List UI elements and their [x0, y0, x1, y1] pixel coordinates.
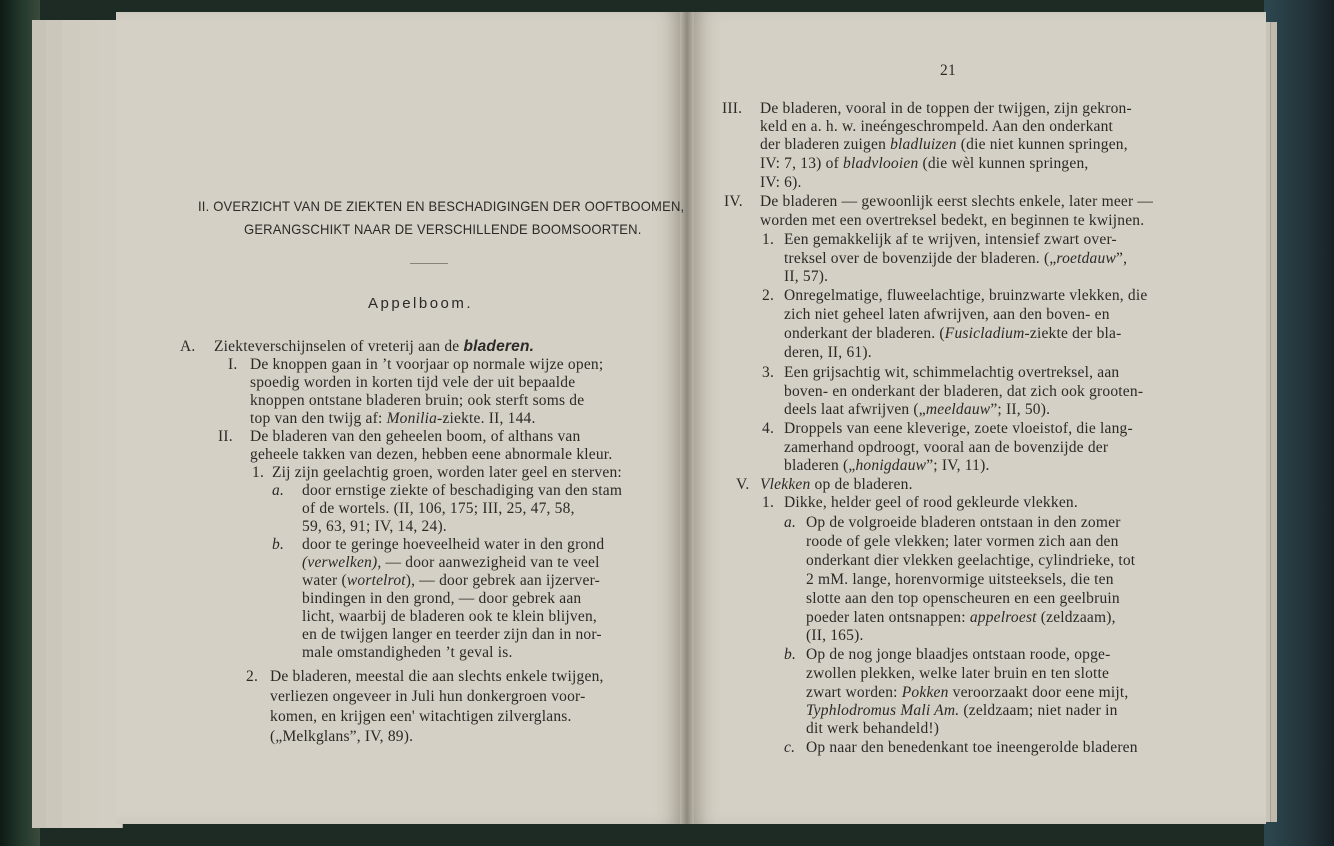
- text: veroorzaakt door eene mijt,: [948, 684, 1129, 701]
- item-III-line: keld en a. h. w. ineéngeschrompeld. Aan den onderkant: [760, 118, 1114, 135]
- item-r3-line: [784, 401, 1050, 419]
- item-label-r2: 2.: [762, 287, 775, 304]
- item-b-line: door te geringe hoeveelheid water in den grond: [302, 536, 605, 553]
- item-va-line: slotte aan den top openscheuren en een geelbruin: [806, 590, 1120, 607]
- text: (die wèl kunnen springen,: [918, 155, 1089, 172]
- item-vb-line: dit werk behandeld!): [806, 720, 940, 737]
- item-II-line: De bladeren van den geheelen boom, of althans van: [250, 428, 581, 445]
- item-III-line: IV: 6).: [760, 174, 802, 191]
- item-vb-line: zwollen plekken, welke later bruin en ten slotte: [806, 665, 1110, 682]
- item-a-line: door ernstige ziekte of beschadiging van den stam: [302, 482, 623, 499]
- item-III-line: [760, 136, 1128, 154]
- text: (zeldzaam; niet nader in: [959, 702, 1118, 719]
- item-label-b: [272, 536, 284, 554]
- italic-term: bladluizen: [890, 136, 957, 153]
- text: , — door aanwezigheid van te veel: [377, 554, 600, 571]
- chapter-heading-line2: GERANGSCHIKT NAAR DE VERSCHILLENDE BOOMSOORTEN.: [244, 221, 642, 237]
- item-r4-line: Droppels van eene kleverige, zoete vloeistof, die lang-: [784, 420, 1133, 437]
- item-r2-line: Onregelmatige, fluweelachtige, bruinzwarte vlekken, die: [784, 287, 1148, 304]
- item-b-line: [302, 554, 600, 572]
- italic-term: Pokken: [901, 684, 949, 701]
- item-r1-line: II, 57).: [784, 268, 829, 285]
- text: bladeren („: [784, 457, 856, 474]
- item-III-line: De bladeren, vooral in de toppen der twijgen, zijn gekron-: [760, 100, 1132, 117]
- item-IV-line: worden met een overtreksel bedekt, en beginnen te kwijnen.: [760, 212, 1145, 229]
- item-b-line: bindingen in den grond, — door gebrek aan: [302, 590, 582, 607]
- item-a-line: of de wortels. (II, 106, 175; III, 25, 47, 58,: [302, 500, 575, 517]
- item-label-I: I.: [228, 356, 238, 373]
- item-label-II: II.: [218, 428, 233, 445]
- text: zwart worden:: [806, 684, 902, 701]
- text: (die niet kunnen springen,: [956, 136, 1128, 153]
- item-va-line: 2 mM. lange, horenvormige uitsteeksels, die ten: [806, 571, 1114, 588]
- item-va-line: (II, 165).: [806, 627, 864, 644]
- item-a-line: 59, 63, 91; IV, 14, 24).: [302, 518, 447, 535]
- item-V-text: [760, 476, 913, 494]
- item-r4-line: [784, 457, 990, 475]
- item-I-line: De knoppen gaan in ’t voorjaar op normale wijze open;: [250, 356, 604, 373]
- page-stack-edge: [1270, 22, 1277, 822]
- item-I-line: knoppen ontstane bladeren bruin; ook sterft soms de: [250, 392, 585, 409]
- item-label-vb: [784, 646, 796, 664]
- item-I-last-line: [250, 410, 536, 428]
- section-title: Appelboom.: [368, 295, 474, 312]
- item-1-text: Zij zijn geelachtig groen, worden later geel en sterven:: [272, 464, 622, 481]
- item-label-vc: [784, 739, 795, 757]
- item-vb-line: [806, 702, 1118, 720]
- italic-term: honigdauw: [855, 457, 927, 474]
- item-IV-line: De bladeren — gewoonlijk eerst slechts enkele, later meer —: [760, 193, 1154, 210]
- item-r1-line: [784, 250, 1127, 268]
- italic-term: Typhlodromus Mali Am.: [806, 702, 960, 719]
- text: (zeldzaam),: [1036, 609, 1116, 626]
- item-label-a: [272, 482, 284, 500]
- text: treksel over de bovenzijde der bladeren. („: [784, 250, 1057, 267]
- text: top van den twijg af:: [250, 410, 387, 427]
- item-label-v1: 1.: [762, 494, 775, 511]
- item-r1-line: Een gemakkelijk af te wrijven, intensief zwart over-: [784, 231, 1117, 248]
- item-2-line: De bladeren, meestal die aan slechts enkele twijgen,: [270, 668, 604, 685]
- divider-rule: [410, 263, 448, 264]
- text: onderkant der bladeren. (: [784, 325, 945, 342]
- item-III-line: [760, 155, 1088, 173]
- item-va-line: roode of gele vlekken; later vormen zich aan den: [806, 533, 1119, 550]
- text: ”; II, 50).: [990, 401, 1051, 418]
- text: poeder laten ontsnappen:: [806, 609, 970, 626]
- italic-term: Fusicladium: [944, 325, 1025, 342]
- item-r3-line: Een grijsachtig wit, schimmelachtig overtreksel, aan: [784, 364, 1120, 381]
- item-label-V: V.: [736, 476, 750, 493]
- item-b-line: licht, waarbij de bladeren ook te klein blijven,: [302, 608, 597, 625]
- item-label-2: 2.: [246, 668, 259, 685]
- page-number: 21: [940, 62, 956, 79]
- text: water (: [302, 572, 347, 589]
- item-v1-text: Dikke, helder geel of rood gekleurde vlekken.: [784, 494, 1078, 511]
- text: ”,: [1116, 250, 1128, 267]
- item-label-III: III.: [722, 100, 743, 117]
- italic-term: Monilia: [386, 410, 438, 427]
- italic-term: wortelrot: [346, 572, 406, 589]
- item-I-line: spoedig worden in korten tijd vele der uit bepaalde: [250, 374, 576, 391]
- label-c: c.: [784, 739, 796, 756]
- item-2-line: („Melkglans”, IV, 89).: [270, 728, 414, 745]
- label-a: a.: [272, 482, 285, 499]
- item-label-va: [784, 514, 796, 532]
- item-A-emphasis: bladeren.: [463, 338, 535, 355]
- item-label-r3: 3.: [762, 364, 775, 381]
- text: IV: 7, 13) of: [760, 155, 844, 172]
- text: ), — door gebrek aan ijzerver-: [405, 572, 600, 589]
- item-A-text-main: Ziekteverschijnselen of vreterij aan de: [214, 338, 464, 355]
- item-label-A: A.: [180, 338, 196, 355]
- item-va-line: [806, 609, 1116, 627]
- item-A-text: [214, 338, 534, 356]
- italic-term: meeldauw: [925, 401, 991, 418]
- item-label-r4: 4.: [762, 420, 775, 437]
- item-va-line: Op de volgroeide bladeren ontstaan in den zomer: [806, 514, 1121, 531]
- item-va-line: onderkant dier vlekken geelachtige, cylindrieke, tot: [806, 552, 1136, 569]
- text: op de bladeren.: [810, 476, 913, 493]
- item-label-IV: IV.: [724, 193, 743, 210]
- book-gutter: [680, 12, 694, 824]
- item-b-line: male omstandigheden ’t geval is.: [302, 644, 513, 661]
- item-II-line: geheele takken van dezen, hebben eene abnormale kleur.: [250, 446, 613, 463]
- text: deels laat afwrijven („: [784, 401, 926, 418]
- italic-term: (verwelken): [302, 554, 378, 571]
- item-2-line: komen, en krijgen een' witachtigen zilverglans.: [270, 708, 572, 725]
- item-vc-line: Op naar den benedenkant toe ineengerolde bladeren: [806, 739, 1138, 756]
- item-r3-line: boven- en onderkant der bladeren, dat zich ook grooten-: [784, 383, 1144, 400]
- italic-term: roetdauw: [1056, 250, 1116, 267]
- item-b-line: en de twijgen langer en teerder zijn dan in nor-: [302, 626, 602, 643]
- item-r2-line: zich niet geheel laten afwrijven, aan den boven- en: [784, 306, 1110, 323]
- chapter-heading-line1: II. OVERZICHT VAN DE ZIEKTEN EN BESCHADIGINGEN DER OOFTBOOMEN,: [198, 198, 685, 214]
- item-vb-line: [806, 684, 1128, 702]
- item-r2-line: deren, II, 61).: [784, 344, 872, 361]
- italic-term: appelroest: [969, 609, 1037, 626]
- text: der bladeren zuigen: [760, 136, 891, 153]
- italic-term: bladvlooien: [843, 155, 919, 172]
- item-vb-line: Op de nog jonge blaadjes ontstaan roode, opge-: [806, 646, 1111, 663]
- item-label-1: 1.: [252, 464, 265, 481]
- item-r4-line: zamerhand opdroogt, vooral aan de bovenzijde der: [784, 439, 1109, 456]
- label-b: b.: [272, 536, 285, 553]
- italic-term: Vlekken: [760, 476, 811, 493]
- text: ”; IV, 11).: [926, 457, 990, 474]
- item-b-line: [302, 572, 600, 590]
- text: -ziekte. II, 144.: [437, 410, 536, 427]
- item-r2-line: [784, 325, 1122, 343]
- text: -ziekte der bla-: [1024, 325, 1122, 342]
- item-label-r1: 1.: [762, 231, 775, 248]
- item-2-line: verliezen ongeveer in Juli hun donkergroen voor-: [270, 688, 586, 705]
- label-b: b.: [784, 646, 797, 663]
- label-a: a.: [784, 514, 797, 531]
